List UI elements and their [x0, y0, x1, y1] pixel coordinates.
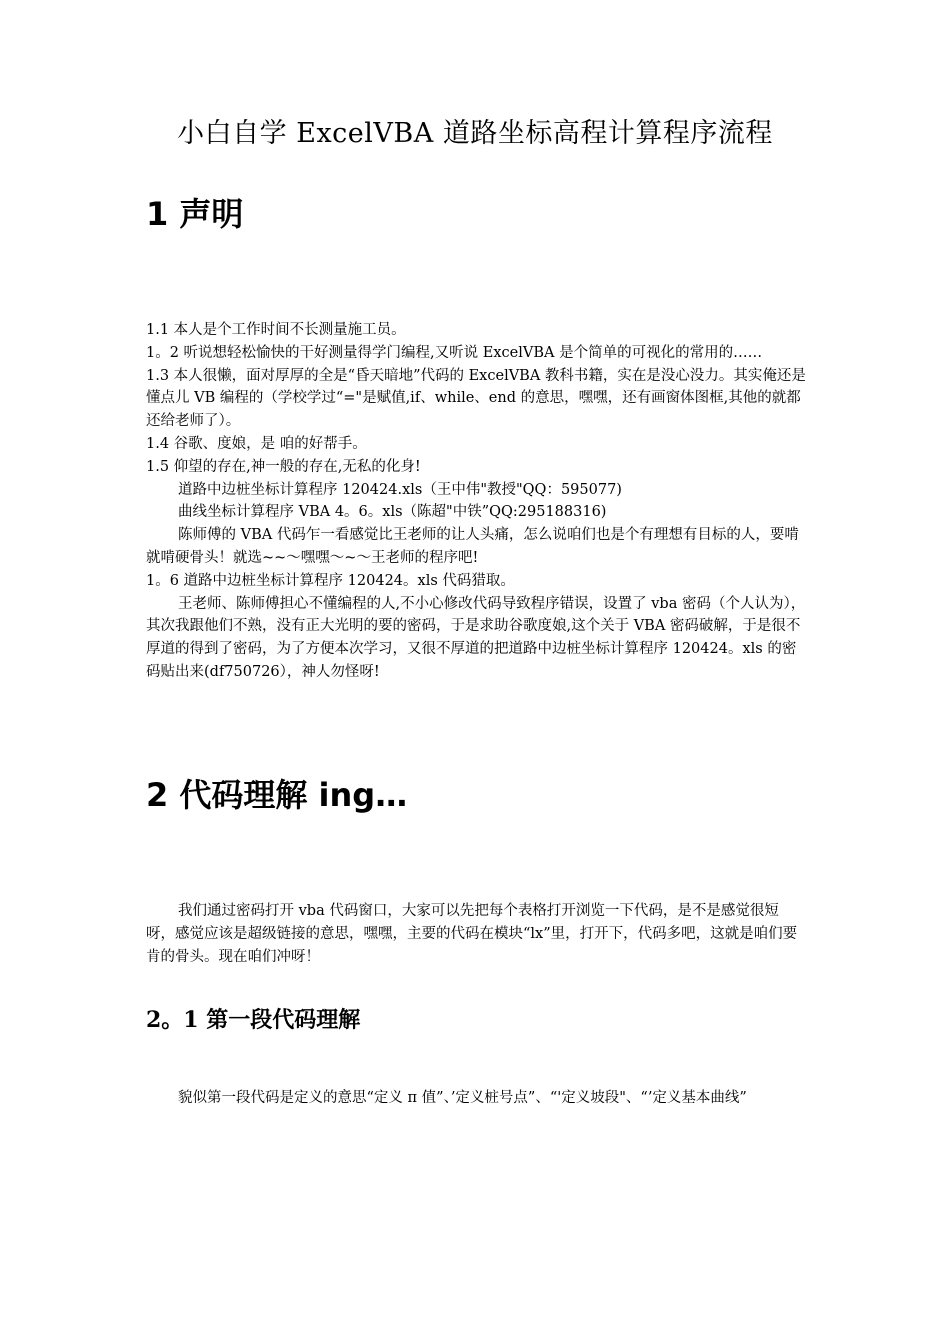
- section-1-body: [146, 319, 806, 684]
- document-title: 小白自学 ExcelVBA 道路坐标高程计算程序流程: [177, 118, 773, 149]
- paragraph-2-intro: 我们通过密码打开 vba 代码窗口，大家可以先把每个表格打开浏览一下代码，是不是感觉很短呀，感觉应该是超级链接的意思，嘿嘿，主要的代码在模块“lx”里，打开下，代码多吧，这就是咱们要肯的骨头。现在咱们冲呀！: [146, 903, 798, 965]
- paragraph-1-5: 1.5 仰望的存在,神一般的存在,无私的化身!: [146, 458, 421, 475]
- paragraph-1-2: 1。2 听说想轻松愉快的干好测量得学门编程,又听说 ExcelVBA 是个简单的可视化的常用的……: [146, 344, 763, 361]
- paragraph-1-6: 1。6 道路中边桩坐标计算程序 120424。xls 代码猎取。: [146, 572, 515, 589]
- paragraph-password: 王老师、陈师傅担心不懂编程的人,不小心修改代码导致程序错误，设置了 vba 密码（个人认为），其次我跟他们不熟，没有正大光明的要的密码，于是求助谷歌度娘,这个关于 VBA 密码破解，于是很不厚道的得到了密码，为了方便本次学习，又很不厚道的把道路中边桩坐标计算程序 120424。xls 的密码贴出来(df750726），神人勿怪呀!: [146, 595, 806, 680]
- paragraph-1-4: 1.4 谷歌、度娘，是 咱的好帮手。: [146, 435, 367, 452]
- paragraph-choice: 陈师傅的 VBA 代码乍一看感觉比王老师的让人头痛，怎么说咱们也是个有理想有目标的人，要啃就啃硬骨头！就选~~～嘿嘿～~～王老师的程序吧!: [146, 527, 799, 566]
- section-2-body: [146, 900, 806, 968]
- paragraph-1-3: 1.3 本人很懒，面对厚厚的全是“昏天暗地”代码的 ExcelVBA 教科书籍，实在是没心没力。其实俺还是懂点儿 VB 编程的（学校学过“="是赋值,if、while、end 的意思，嘿嘿，还有画窗体图框,其他的就都还给老师了）。: [146, 367, 806, 430]
- section-1-heading: 1 声明: [146, 195, 244, 233]
- reference-item: 曲线坐标计算程序 VBA 4。6。xls（陈超"中铁”QQ:295188316): [178, 504, 607, 521]
- paragraph-2-1: 貌似第一段代码是定义的意思“定义 π 值”、’定义桩号点”、“'定义坡段"、“’定义基本曲线”: [178, 1090, 747, 1106]
- paragraph-1-1: 1.1 本人是个工作时间不长测量施工员。: [146, 322, 406, 338]
- reference-item: 道路中边桩坐标计算程序 120424.xls（王中伟"教授"QQ：595077): [178, 481, 622, 498]
- section-2-1-body: [146, 1087, 806, 1110]
- section-2-heading: 2 代码理解 ing…: [146, 776, 408, 814]
- section-2-1-heading: 2。1 第一段代码理解: [146, 1007, 361, 1033]
